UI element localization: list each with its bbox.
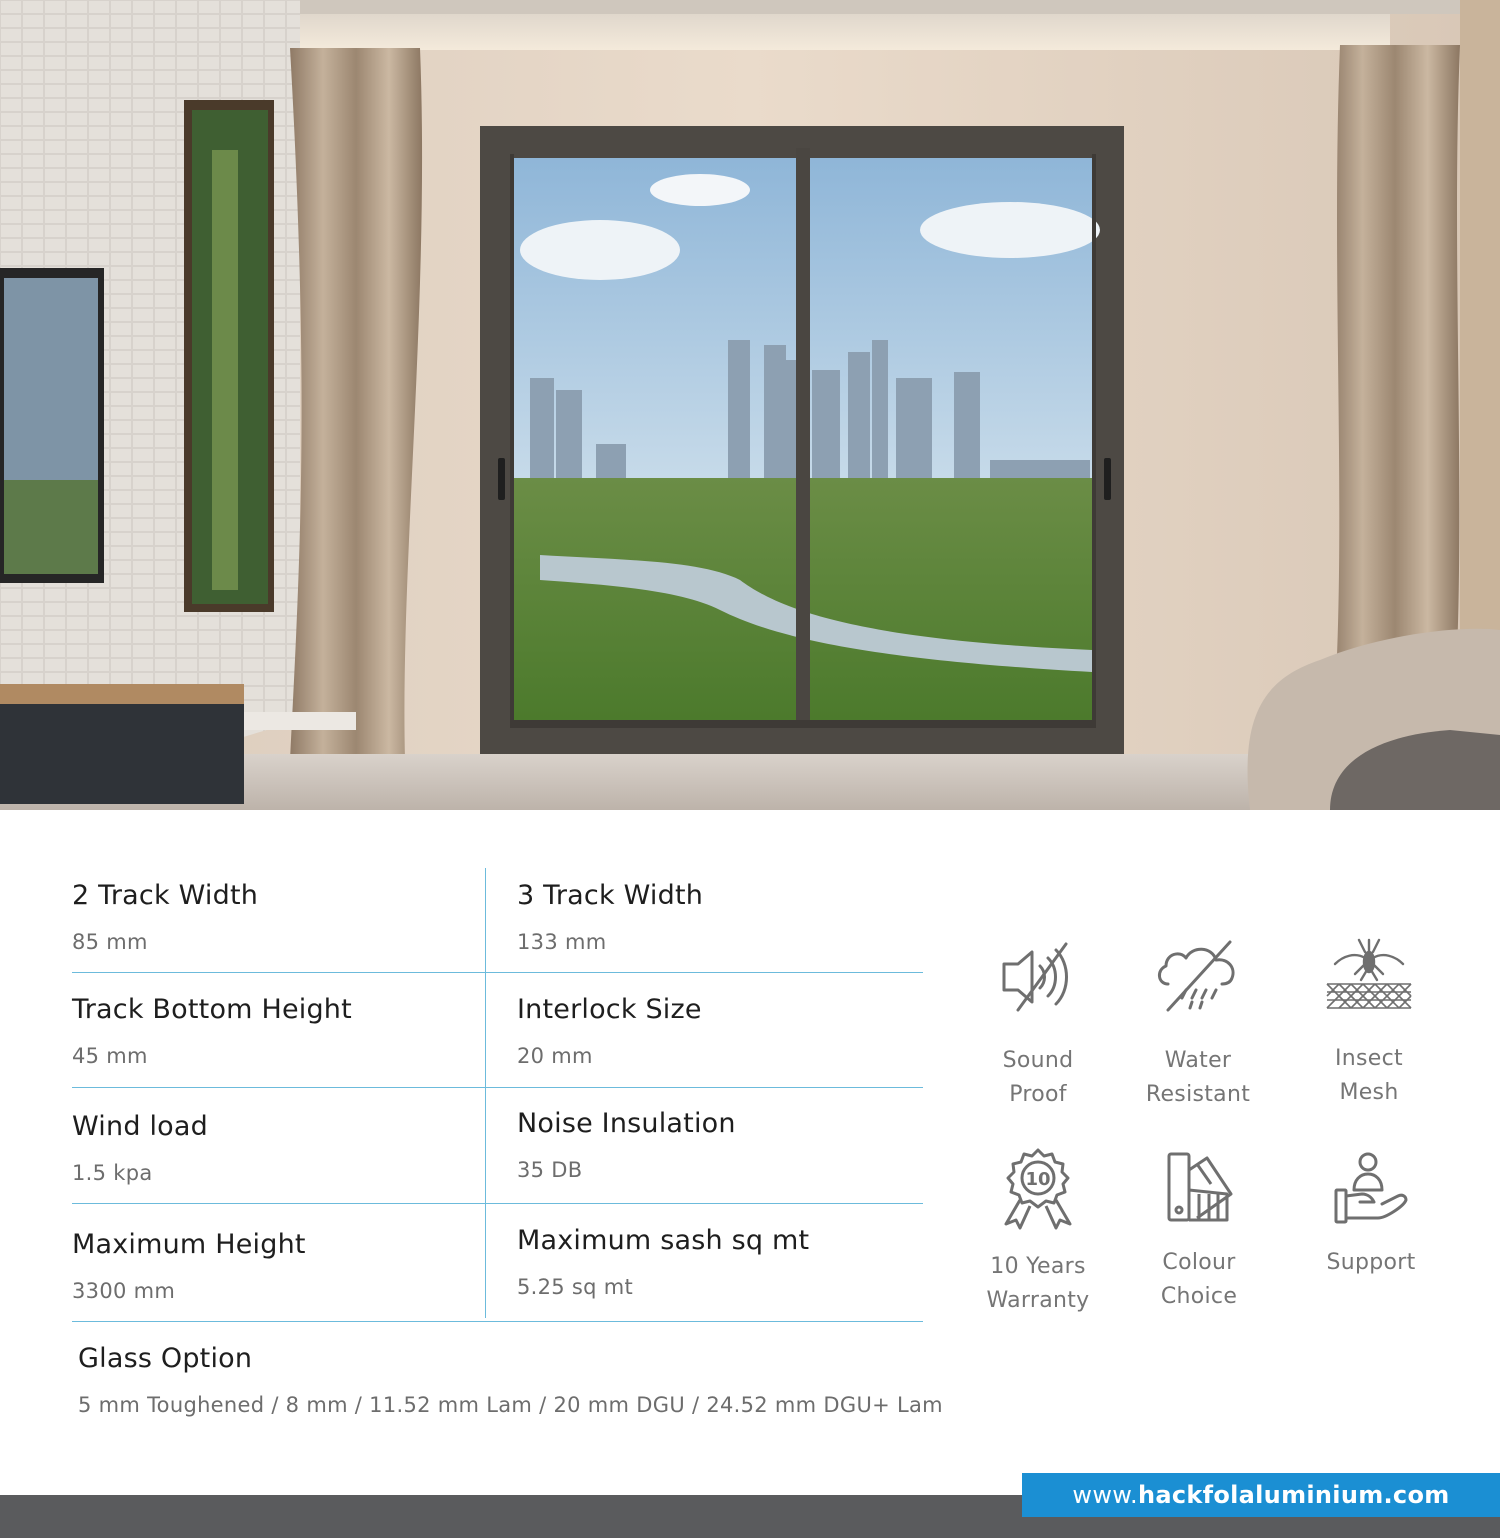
- spec-label: Interlock Size: [517, 994, 702, 1025]
- feature-warranty: [953, 1146, 1123, 1318]
- spec-3-track-width: [517, 880, 703, 954]
- row-divider: [72, 1321, 923, 1322]
- spec-glass-option: [78, 1343, 943, 1417]
- spec-2-track-width: [72, 880, 258, 954]
- spec-label: Glass Option: [78, 1343, 253, 1374]
- spec-label: Track Bottom Height: [72, 994, 352, 1025]
- spec-maximum-height: [72, 1229, 306, 1303]
- feature-colour-choice: [1114, 1150, 1284, 1314]
- feature-label: Colour Choice: [1160, 1250, 1238, 1309]
- row-divider: [72, 1087, 923, 1088]
- water-resistant-icon: [1152, 938, 1244, 1014]
- spec-maximum-sash: [517, 1225, 809, 1299]
- spec-value: 35 DB: [517, 1158, 583, 1182]
- support-hand-icon: [1332, 1150, 1410, 1226]
- colour-swatch-icon: [1161, 1150, 1237, 1226]
- spec-label: Maximum sash sq mt: [517, 1225, 810, 1256]
- url-domain: hackfolaluminium.com: [1137, 1481, 1450, 1509]
- feature-label: Support: [1326, 1250, 1416, 1275]
- spec-label: 2 Track Width: [72, 880, 259, 911]
- feature-label: Water Resistant: [1145, 1048, 1251, 1107]
- spec-label: 3 Track Width: [517, 880, 704, 911]
- spec-value: 5.25 sq mt: [517, 1275, 634, 1299]
- feature-label: 10 Years Warranty: [986, 1254, 1090, 1313]
- spec-value: 5 mm Toughened / 8 mm / 11.52 mm Lam / 20 mm DGU / 24.52 mm DGU+ Lam: [78, 1393, 943, 1417]
- spec-wind-load: [72, 1111, 208, 1185]
- spec-label: Wind load: [72, 1111, 208, 1142]
- feature-water-resistant: [1113, 938, 1283, 1112]
- column-divider: [485, 868, 486, 1318]
- spec-value: 1.5 kpa: [72, 1161, 153, 1185]
- insect-mesh-icon: [1321, 934, 1417, 1014]
- spec-interlock-size: [517, 994, 702, 1068]
- spec-track-bottom-height: [72, 994, 352, 1068]
- spec-value: 45 mm: [72, 1044, 148, 1068]
- feature-label: Sound Proof: [1002, 1048, 1074, 1107]
- spec-noise-insulation: [517, 1108, 736, 1182]
- row-divider: [72, 1203, 923, 1204]
- feature-support: [1286, 1150, 1456, 1280]
- row-divider: [72, 972, 923, 973]
- spec-value: 85 mm: [72, 930, 148, 954]
- feature-label: Insect Mesh: [1335, 1046, 1403, 1105]
- website-link[interactable]: [1022, 1473, 1500, 1517]
- warranty-badge-icon: [1000, 1146, 1076, 1230]
- warranty-badge-number: 10: [1025, 1169, 1051, 1190]
- spec-value: 20 mm: [517, 1044, 593, 1068]
- feature-sound-proof: [953, 940, 1123, 1112]
- spec-value: 3300 mm: [72, 1279, 176, 1303]
- spec-label: Noise Insulation: [517, 1108, 736, 1139]
- spec-label: Maximum Height: [72, 1229, 306, 1260]
- sound-proof-icon: [998, 940, 1078, 1014]
- url-prefix: www.: [1072, 1481, 1138, 1509]
- feature-insect-mesh: [1284, 934, 1454, 1110]
- spec-value: 133 mm: [517, 930, 607, 954]
